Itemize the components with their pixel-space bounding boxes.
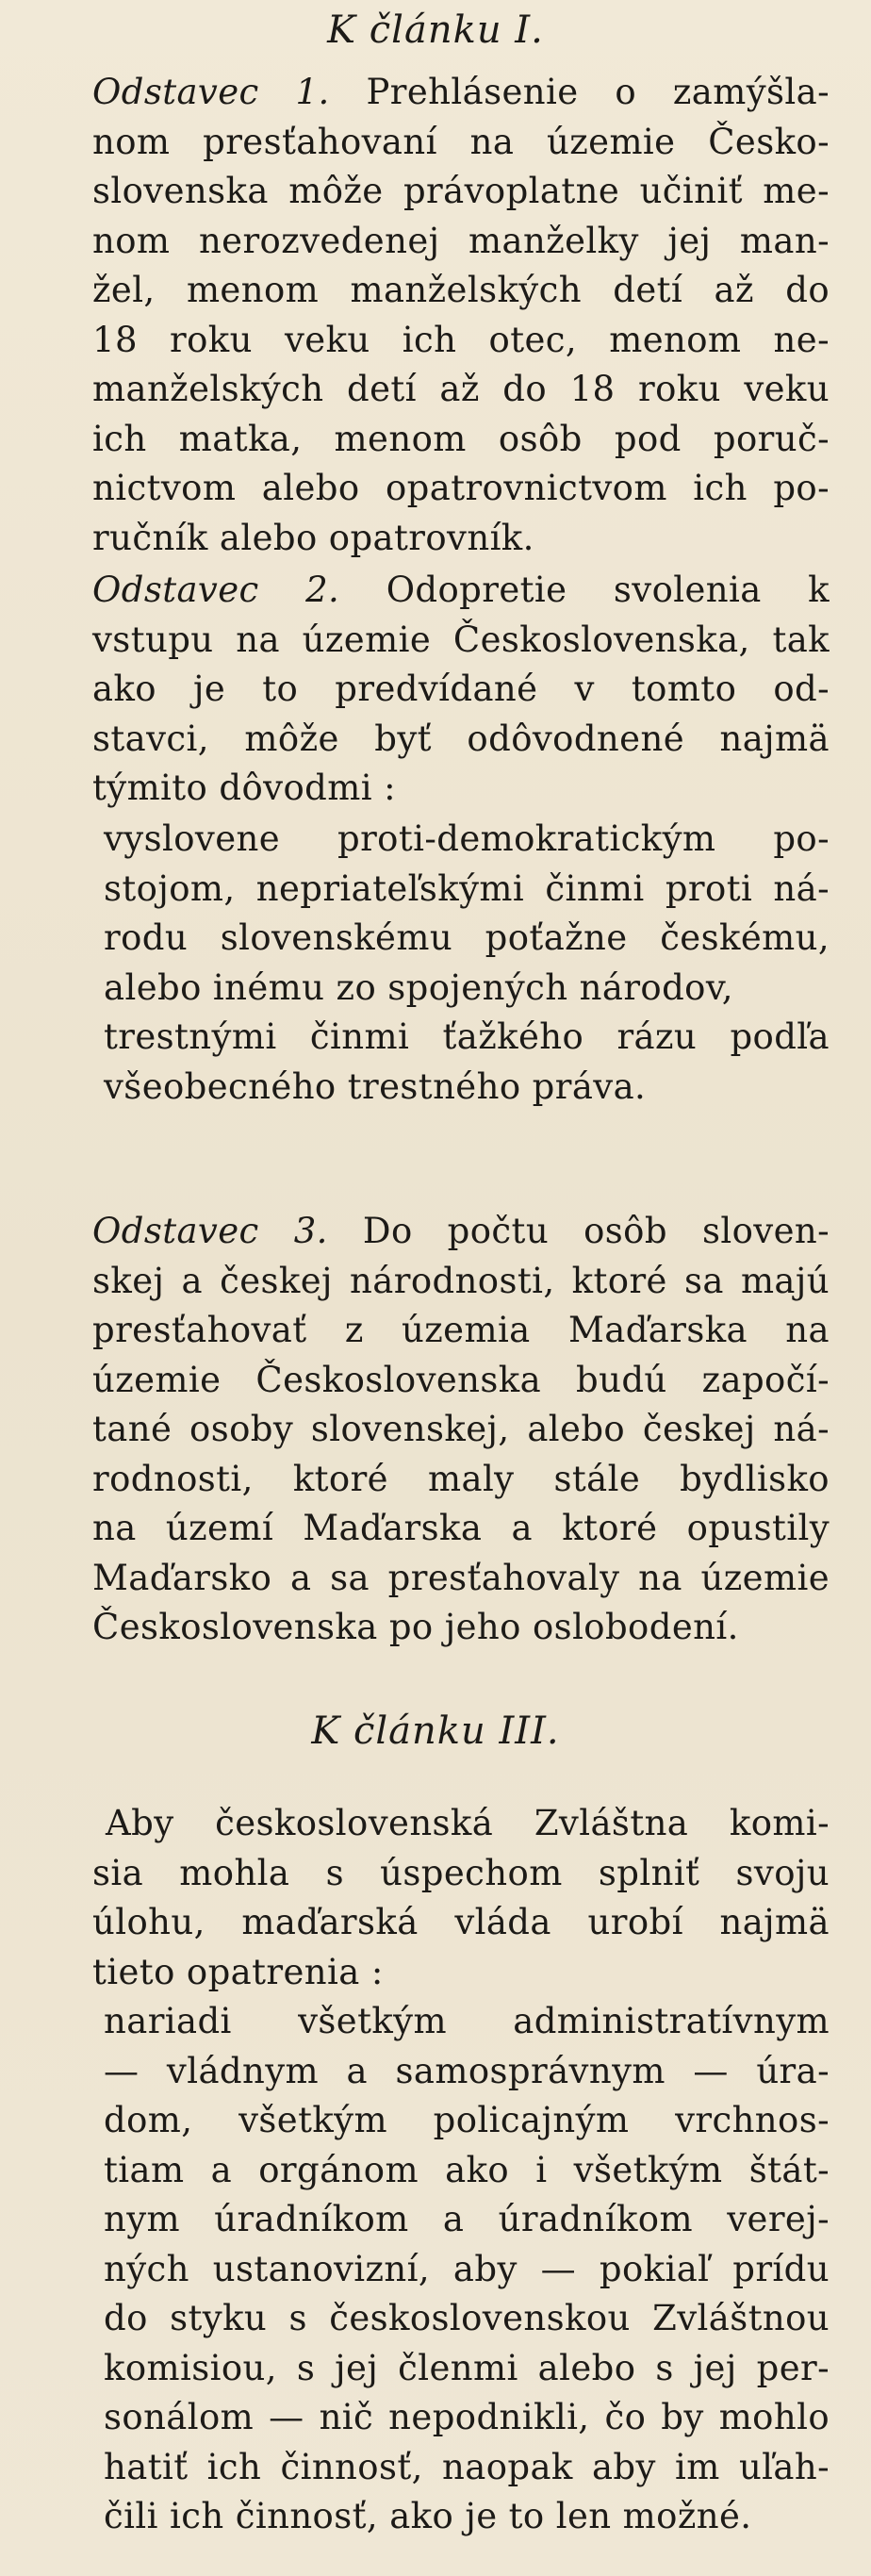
list-item-reason-1: [104, 815, 830, 1013]
paragraph-odstavec-1: [92, 68, 830, 563]
text-line: tané osoby slovenskej, alebo českej ná-: [92, 1409, 830, 1449]
list-item-reason-2: [104, 1013, 830, 1112]
text-line: na území Maďarska a ktoré opustily: [92, 1508, 830, 1548]
paragraph-odstavec-2: [92, 566, 830, 814]
text-line: tieto opatrenia :: [92, 1951, 384, 1992]
text-line: alebo inému zo spojených národov,: [104, 966, 733, 1008]
text-line: nariadi všetkým administratívnym: [104, 2001, 830, 2041]
text-line: slovenska môže právoplatne učiniť me-: [92, 171, 830, 211]
text-line: všeobecného trestného práva.: [104, 1065, 647, 1107]
text-line: skej a českej národnosti, ktoré sa majú: [92, 1260, 830, 1301]
text-line: Do počtu osôb sloven-: [362, 1211, 830, 1251]
text-line: dom, všetkým policajným vrchnos-: [104, 2100, 830, 2140]
text-line: Aby československá Zvláštna komi-: [106, 1803, 830, 1843]
text-line: rodnosti, ktoré maly stále bydlisko: [92, 1458, 830, 1499]
text-line: týmito dôvodmi :: [92, 768, 396, 808]
paragraph-label: Odstavec 2.: [92, 570, 340, 610]
text-line: presťahovať z územia Maďarska na: [92, 1310, 830, 1350]
text-line: sia mohla s úspechom splniť svoju: [92, 1852, 830, 1893]
text-line: nym úradníkom a úradníkom verej-: [104, 2199, 830, 2239]
text-line: Československa po jeho oslobodení.: [92, 1607, 739, 1647]
text-line: vyslovene proti-demokratickým po-: [104, 818, 830, 859]
text-line: komisiou, s jej členmi alebo s jej per-: [104, 2347, 830, 2388]
text-line: Odopretie svolenia k: [386, 570, 830, 610]
text-line: rodu slovenskému poťažne českému,: [104, 917, 830, 958]
text-line: do styku s československou Zvláštnou: [104, 2298, 830, 2338]
text-line: — vládnym a samosprávnym — úra-: [104, 2050, 830, 2091]
text-line: nom presťahovaní na územie Česko-: [92, 121, 830, 162]
text-line: ich matka, menom osôb pod poruč-: [92, 418, 830, 459]
text-line: trestnými činmi ťažkého rázu podľa: [104, 1016, 830, 1057]
list-item-measure: [104, 1997, 830, 2542]
text-line: nom nerozvedenej manželky jej man-: [92, 220, 830, 261]
text-line: ných ustanovizní, aby — pokiaľ prídu: [104, 2248, 830, 2289]
text-line: vstupu na územie Československa, tak: [92, 619, 830, 660]
text-line: Prehlásenie o zamýšla-: [366, 72, 830, 112]
text-line: Maďarsko a sa presťahovaly na územie: [92, 1557, 830, 1598]
paragraph-label: Odstavec 3.: [92, 1211, 328, 1251]
text-line: územie Československa budú započí-: [92, 1359, 830, 1400]
text-line: ako je to predvídané v tomto od-: [92, 669, 830, 709]
text-line: žel, menom manželských detí až do: [92, 270, 830, 310]
text-line: stojom, nepriateľskými činmi proti ná-: [104, 867, 830, 909]
text-line: ručník alebo opatrovník.: [92, 517, 534, 558]
text-line: manželských detí až do 18 roku veku: [92, 369, 830, 409]
heading-article-3: K článku III.: [311, 1709, 560, 1753]
text-line: čili ich činnosť, ako je to len možné.: [104, 2496, 752, 2536]
text-line: tiam a orgánom ako i všetkým štát-: [104, 2149, 830, 2190]
paragraph-label: Odstavec 1.: [92, 72, 330, 112]
paragraph-article-3: [92, 1799, 830, 1997]
heading-article-1: K článku I.: [327, 8, 544, 52]
text-line: sonálom — nič nepodnikli, čo by mohlo: [104, 2397, 830, 2437]
paragraph-odstavec-3: [92, 1207, 830, 1653]
text-line: hatiť ich činnosť, naopak aby im uľah-: [104, 2446, 830, 2487]
text-line: úlohu, maďarská vláda urobí najmä: [92, 1902, 830, 1942]
text-line: stavci, môže byť odôvodnené najmä: [92, 718, 830, 759]
text-line: nictvom alebo opatrovnictvom ich po-: [92, 468, 830, 508]
text-line: 18 roku veku ich otec, menom ne-: [92, 319, 830, 360]
